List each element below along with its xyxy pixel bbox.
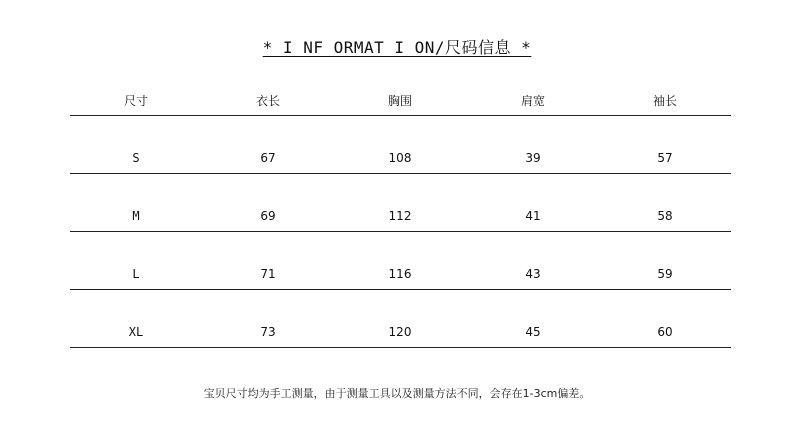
length-cell: 69: [260, 209, 276, 223]
chest-cell: 120: [388, 325, 412, 339]
size-table: [70, 88, 731, 348]
length-cell: 67: [260, 151, 276, 165]
shoulder-cell: 45: [525, 325, 541, 339]
header-size: 尺寸: [123, 94, 148, 108]
header-shoulder: 肩宽: [520, 94, 545, 108]
shoulder-cell: 39: [525, 151, 541, 165]
length-cell: 71: [260, 267, 276, 281]
size-cell: S: [132, 151, 140, 165]
shoulder-cell: 41: [525, 209, 541, 223]
header-length: 衣长: [255, 94, 280, 108]
measurement-note: 宝贝尺寸均为手工测量，由于测量工具以及测量方法不同，会存在1-3cm偏差。: [203, 387, 591, 400]
length-cell: 73: [260, 325, 276, 339]
size-cell: XL: [128, 325, 144, 339]
header-chest: 胸围: [387, 94, 412, 108]
table-row: [70, 232, 731, 290]
shoulder-cell: 43: [525, 267, 541, 281]
sleeve-cell: 59: [657, 267, 673, 281]
header-sleeve: 袖长: [652, 94, 677, 108]
size-cell: M: [132, 209, 140, 223]
table-row: [70, 116, 731, 174]
chest-cell: 116: [388, 267, 412, 281]
size-cell: L: [132, 267, 140, 281]
table-header-row: [70, 88, 731, 116]
sleeve-cell: 60: [657, 325, 673, 339]
sleeve-cell: 57: [657, 151, 673, 165]
table-row: [70, 174, 731, 232]
sleeve-cell: 58: [657, 209, 673, 223]
table-row: [70, 290, 731, 348]
chest-cell: 108: [388, 151, 412, 165]
chest-cell: 112: [388, 209, 412, 223]
page-title: [0, 35, 794, 58]
page-title-text: * I NF ORMAT I ON/尺码信息 *: [262, 38, 532, 57]
